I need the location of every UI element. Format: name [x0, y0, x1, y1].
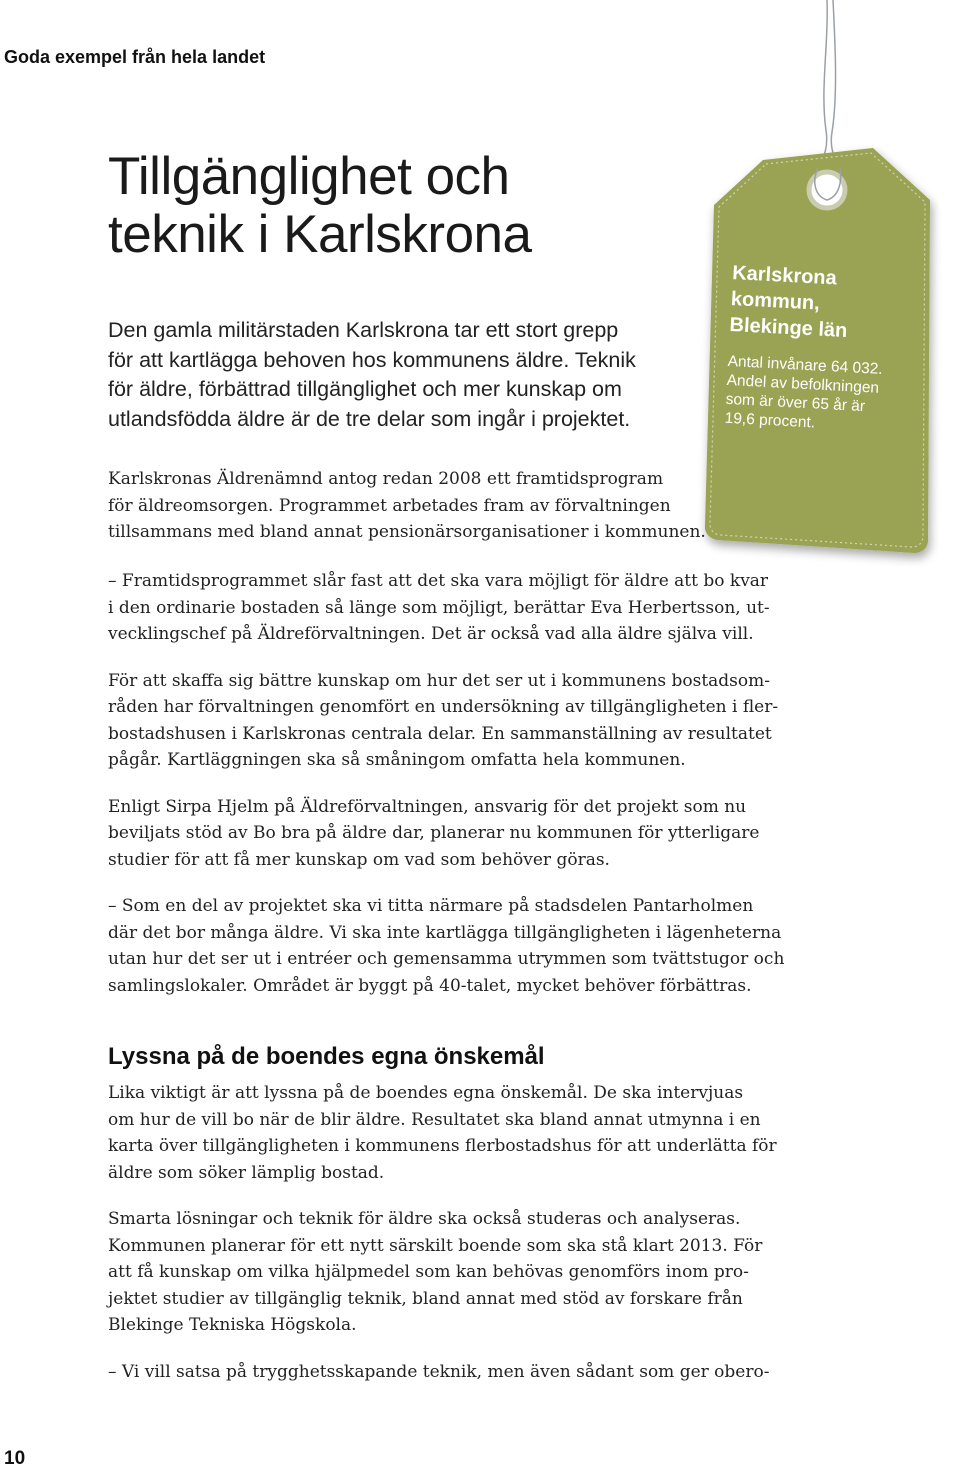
lead-line: utlandsfödda äldre är de tre delar som ingår i projektet. [108, 406, 631, 431]
body-line: beviljats stöd av Bo bra på äldre dar, planerar nu kommunen för ytterligare [108, 823, 760, 843]
article-title [108, 148, 532, 264]
tag-name-line: kommun, [730, 287, 821, 315]
body-line: tillsammans med bland annat pensionärsorganisationer i kommunen. [108, 522, 706, 542]
body-line: samlingslokaler. Området är byggt på 40-talet, mycket behöver förbättras. [108, 975, 752, 996]
section-heading: Lyssna på de boendes egna önskemål [108, 1043, 545, 1070]
section-label: Goda exempel från hela landet [4, 47, 266, 67]
body-line: för äldreomsorgen. Programmet arbetades fram av förvaltningen [108, 495, 671, 516]
body-paragraph [108, 893, 808, 999]
body-paragraph [108, 568, 808, 648]
body-line: Smarta lösningar och teknik för äldre ska också studeras och analyseras. [108, 1209, 741, 1229]
body-paragraph [108, 794, 808, 874]
body-paragraph [108, 1359, 808, 1386]
body-line: att få kunskap om vilka hjälpmedel som kan behövas genomförs inom pro- [108, 1262, 749, 1282]
body-line: – Som en del av projektet ska vi titta närmare på stadsdelen Pantarholmen [108, 896, 754, 916]
page-number: 10 [4, 1448, 26, 1469]
body-line: För att skaffa sig bättre kunskap om hur det ser ut i kommunens bostadsom- [108, 670, 771, 691]
body-line: om hur de vill bo när de blir äldre. Resultatet ska bland annat utmynna i en [108, 1109, 761, 1130]
lead-line: för att kartlägga behoven hos kommunens äldre. Teknik [108, 347, 636, 372]
title-line: Tillgänglighet och [108, 147, 510, 206]
body-paragraph [108, 668, 808, 774]
tag-fact-line: som är över 65 år är [725, 390, 866, 416]
body-line: Blekinge Tekniska Högskola. [108, 1315, 357, 1335]
body-line: utan hur det ser ut i entréer och gemensamma utrymmen som tvättstugor och [108, 949, 785, 969]
body-line: – Vi vill satsa på trygghetsskapande teknik, men även sådant som ger obero- [108, 1361, 770, 1382]
title-line: teknik i Karlskrona [108, 205, 532, 264]
body-paragraph [108, 1206, 808, 1339]
lead-paragraph [108, 316, 748, 434]
lead-line: Den gamla militärstaden Karlskrona tar ett stort grepp [108, 318, 619, 342]
body-line: karta över tillgängligheten i kommunens flerbostadshus för att underlätta för [108, 1136, 777, 1156]
body-line: Lika viktigt är att lyssna på de boendes egna önskemål. De ska intervjuas [108, 1083, 744, 1103]
body-line: vecklingschef på Äldreförvaltningen. Det är också vad alla äldre själva vill. [108, 624, 754, 644]
tag-fact-line: 19,6 procent. [724, 409, 816, 432]
body-line: Karlskronas Äldrenämnd antog redan 2008 ett framtidsprogram [108, 469, 664, 489]
body-line: i den ordinarie bostaden så länge som möjligt, berättar Eva Herbertsson, ut- [108, 597, 770, 618]
body-line: råden har förvaltningen genomfört en undersökning av tillgängligheten i fler- [108, 697, 779, 717]
body-line: äldre som söker lämplig bostad. [108, 1162, 385, 1183]
tag-facts [724, 352, 883, 436]
article-body [108, 568, 808, 1019]
body-line: där det bor många äldre. Vi ska inte kartlägga tillgängligheten i lägenheterna [108, 922, 782, 943]
body-line: jektet studier av tillgänglig teknik, bland annat med stöd av forskare från [108, 1288, 743, 1309]
tag-text [724, 260, 888, 436]
tag-name-line: Blekinge län [729, 313, 848, 343]
body-line: bostadshusen i Karlskronas centrala delar. En sammanställning av resultatet [108, 723, 772, 744]
body-line: Enligt Sirpa Hjelm på Äldreförvaltningen, ansvarig för det projekt som nu [108, 796, 747, 817]
tag-municipality-name [729, 260, 888, 346]
body-line: pågår. Kartläggningen ska så småningom omfatta hela kommunen. [108, 750, 686, 770]
body-line: – Framtidsprogrammet slår fast att det ska vara möjligt för äldre att bo kvar [108, 571, 769, 591]
body-line: studier för att få mer kunskap om vad som behöver göras. [108, 849, 610, 870]
body-paragraph [108, 466, 706, 546]
tag-name-line: Karlskrona [731, 261, 838, 290]
body-line: Kommunen planerar för ett nytt särskilt boende som ska stå klart 2013. För [108, 1235, 763, 1256]
tag-fact-line: Antal invånare 64 032. [727, 352, 884, 378]
body-paragraph [108, 1080, 808, 1186]
article-body-section2 [108, 1080, 808, 1405]
lead-line: för äldre, förbättrad tillgänglighet och mer kunskap om [108, 377, 622, 401]
tag-fact-line: Andel av befolkningen [726, 371, 880, 397]
